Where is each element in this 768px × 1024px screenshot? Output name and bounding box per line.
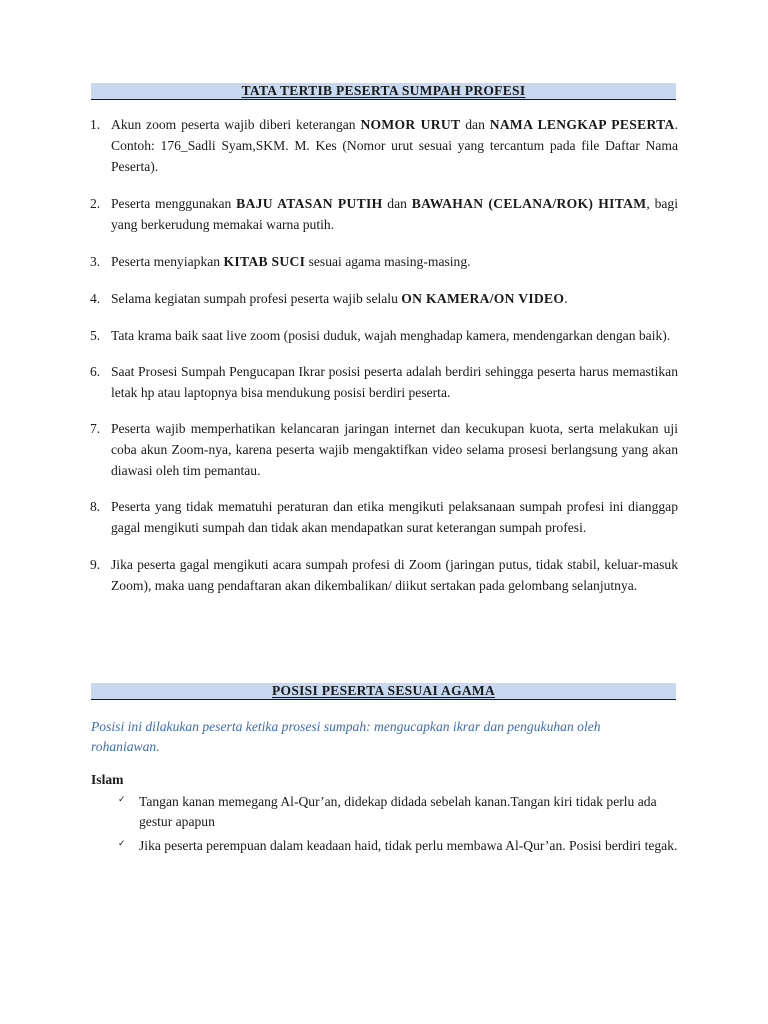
section-header-positions — [91, 683, 676, 700]
rule-text: dan — [382, 196, 412, 211]
rule-text: Akun zoom peserta wajib diberi keterangan — [111, 117, 361, 132]
rule-emphasis: BAJU ATASAN PUTIH — [236, 196, 383, 211]
rule-number: 5. — [90, 328, 101, 343]
rule-item — [90, 251, 678, 272]
rule-item — [90, 496, 678, 538]
rule-item — [90, 288, 678, 309]
list-item — [118, 792, 678, 832]
rule-emphasis: ON KAMERA/ON VIDEO — [401, 291, 565, 306]
rule-number: 8. — [90, 499, 101, 514]
checkmark-icon: ✓ — [118, 839, 126, 849]
religion-heading-islam: Islam — [91, 772, 124, 787]
rule-emphasis: KITAB SUCI — [223, 254, 306, 269]
rule-text: . — [564, 291, 568, 306]
rule-item — [90, 193, 678, 235]
rule-item — [90, 361, 678, 403]
rule-text: Selama kegiatan sumpah profesi peserta wajib selalu — [111, 291, 402, 306]
rule-text: Peserta wajib memperhatikan kelancaran jaringan internet dan kecukupan kuota, serta melakukan uji coba akun Zoom-nya, karena peserta wajib mengaktifkan video selama prosesi berlangsung yang akan diawasi oleh tim pemantau. — [111, 421, 678, 478]
bullet-text: Tangan kanan memegang Al-Qur’an, didekap didada sebelah kanan.Tangan kiri tidak perlu ada gestur apapun — [139, 794, 657, 829]
rule-number: 4. — [90, 291, 101, 306]
rule-text: . Contoh: 176_Sadli Syam,SKM. M. Kes (Nomor urut sesuai yang tercantum pada file Daftar Nama Peserta). — [111, 117, 678, 174]
positions-intro: Posisi ini dilakukan peserta ketika prosesi sumpah: mengucapkan ikrar dan pengukuhan oleh rohaniawan. — [91, 719, 601, 754]
checkmark-icon: ✓ — [118, 795, 126, 805]
rule-text: Peserta menyiapkan — [111, 254, 224, 269]
islam-bullet-list — [118, 792, 678, 860]
rule-text: Peserta menggunakan — [111, 196, 237, 211]
rule-text: dan — [460, 117, 490, 132]
rule-item — [90, 325, 678, 346]
section-header-rules — [91, 83, 676, 100]
rule-item — [90, 554, 678, 596]
rule-emphasis: NOMOR URUT — [360, 117, 461, 132]
rule-number: 2. — [90, 196, 101, 211]
bullet-text: Jika peserta perempuan dalam keadaan haid, tidak perlu membawa Al-Qur’an. Posisi berdiri tegak. — [139, 838, 678, 853]
rule-emphasis: BAWAHAN (CELANA/ROK) HITAM — [411, 196, 647, 211]
rule-text: Peserta yang tidak mematuhi peraturan dan etika mengikuti pelaksanaan sumpah profesi ini dianggap gagal mengikuti sumpah dan tidak akan mendapatkan surat keterangan sumpah profesi. — [111, 499, 678, 535]
rule-emphasis: NAMA LENGKAP PESERTA — [489, 117, 675, 132]
rule-item — [90, 114, 678, 177]
section-title-positions: POSISI PESERTA SESUAI AGAMA — [271, 683, 496, 698]
rule-text: sesuai agama masing-masing. — [305, 254, 471, 269]
rule-item — [90, 418, 678, 481]
rule-number: 9. — [90, 557, 101, 572]
list-item — [118, 836, 678, 856]
rule-text: Tata krama baik saat live zoom (posisi duduk, wajah menghadap kamera, mendengarkan dengan baik). — [111, 328, 671, 343]
rule-text: , bagi yang berkerudung memakai warna putih. — [111, 196, 678, 232]
rules-list — [90, 114, 678, 596]
rule-number: 7. — [90, 421, 101, 436]
rule-text: Jika peserta gagal mengikuti acara sumpah profesi di Zoom (jaringan putus, tidak stabil, keluar-masuk Zoom), maka uang pendaftaran akan dikembalikan/ diikut sertakan pada gelombang selanjutnya. — [111, 557, 678, 593]
section-title-rules: TATA TERTIB PESERTA SUMPAH PROFESI — [241, 83, 526, 98]
rule-number: 1. — [90, 117, 101, 132]
rule-number: 6. — [90, 364, 101, 379]
rule-text: Saat Prosesi Sumpah Pengucapan Ikrar posisi peserta adalah berdiri sehingga peserta harus memastikan letak hp atau laptopnya bisa mendukung posisi berdiri peserta. — [111, 364, 678, 400]
rule-number: 3. — [90, 254, 101, 269]
